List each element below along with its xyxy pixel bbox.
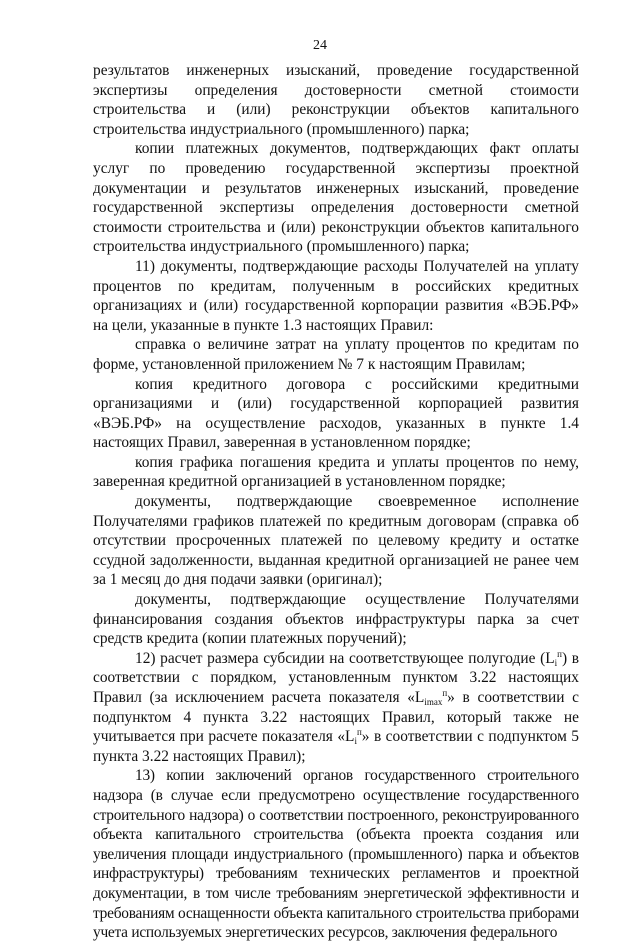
paragraph-9 (93, 649, 579, 767)
paragraph-9-part-d: » в соответствии с подпунктом 5 пункта 3.22 настоящих Правил); (93, 728, 579, 765)
paragraph-1: результатов инженерных изысканий, проведение государственной экспертизы определения достоверности сметной стоимости строительства и (или) реконструкции объектов капитального строительства индустриального (промышленного) парка; (93, 62, 579, 138)
paragraph-4: справка о величине затрат на уплату процентов по кредитам по форме, установленной приложением № 7 к настоящим Правилам; (93, 336, 579, 373)
document-body (93, 61, 579, 943)
paragraph-10: 13) копии заключений органов государственного строительного надзора (в случае если предусмотрено осуществление государственного строительного надзора) о соответствии построенного, реконструированного объекта капитального строительства (объекта проекта создания или увеличения площади индустриального (промышленного) парка и объектов инфраструктуры) требованиям технических регламентов и проектной документации, в том числе требованиям энергетической эффективности и требованиям оснащенности объекта капитального строительства приборами учета используемых энергетических ресурсов, заключения федерального (93, 767, 579, 942)
paragraph-9-part-c: » в соответствии с подпунктом 4 пункта 3.22 настоящих Правил, который также не учитывается при расчете показателя «L (93, 689, 579, 746)
upper-index: п (557, 648, 562, 659)
paragraph-6: копия графика погашения кредита и уплаты процентов по нему, заверенная кредитной организацией в установленном порядке; (93, 453, 579, 491)
paragraph-9-part-a: 12) расчет размера субсидии на соответствующее полугодие (L (135, 649, 555, 667)
paragraph-5: копия кредитного договора с российскими кредитными организациями и (или) государственной корпорацией развития «ВЭБ.РФ» на осуществление расходов, указанных в пункте 1.4 настоящих Правил, заверенная в установленном порядке; (93, 375, 579, 452)
paragraph-7: документы, подтверждающие своевременное исполнение Получателями графиков платежей по кредитным договорам (справка об отсутствии просроченных платежей по целевому кредиту и остатке ссудной задолженности, выданная кредитной организацией не ранее чем за 1 месяц до дня подачи заявки (оригинал); (93, 493, 579, 589)
paragraph-8: документы, подтверждающие осуществление Получателями финансирования создания объектов инфраструктуры парка за счет средств кредита (копии платежных поручений); (93, 591, 579, 648)
upper-index: п (356, 727, 362, 738)
lower-index: imax (424, 697, 443, 707)
paragraph-2: копии платежных документов, подтверждающих факт оплаты услуг по проведению государственной экспертизы проектной документации и результатов инженерных изысканий, проведение государственной экспертизы определения достоверности сметной стоимости строительства и (или) реконструкции объектов капитального строительства индустриального (промышленного) парка; (93, 140, 579, 256)
lower-index: i (354, 736, 357, 747)
lower-index: i (554, 657, 558, 668)
page-number: 24 (313, 38, 327, 53)
paragraph-9-part-b: ) в соответствии с порядком, установленным пунктом 3.22 настоящих Правил (за исключением расчета показателя «L (93, 649, 579, 706)
paragraph-3: 11) документы, подтверждающие расходы Получателей на уплату процентов по кредитам, полученным в российских кредитных организациях и (или) государственной корпорации развития «ВЭБ.РФ» на цели, указанные в пункте 1.3 настоящих Правил: (93, 257, 579, 334)
upper-index: п (442, 688, 448, 698)
